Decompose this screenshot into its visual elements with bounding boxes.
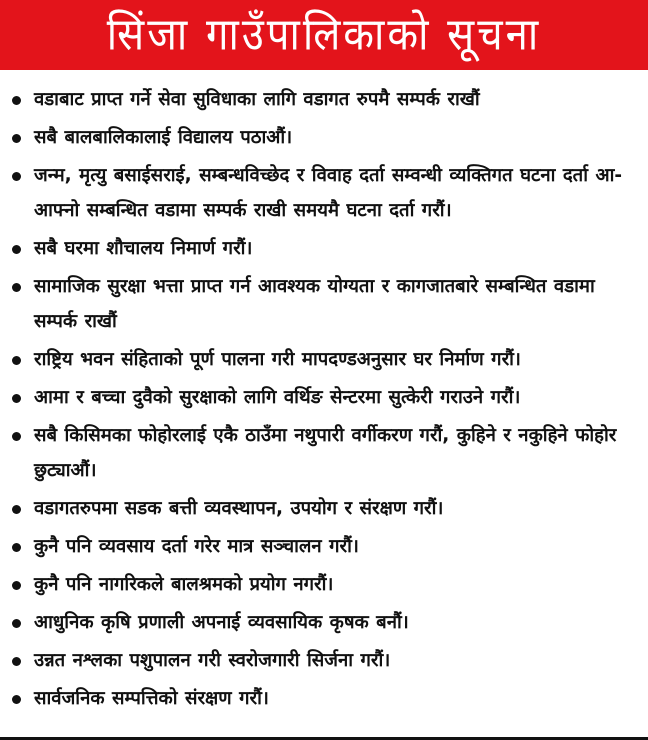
notice-item <box>6 643 642 678</box>
notice-item-text: सबै किसिमका फोहोरलाई एकै ठाउँमा नथुपारी वर्गीकरण गरौं, कुहिने र नकुहिने फोहोर छुट्याऔं। <box>34 425 617 481</box>
notice-item <box>6 567 642 602</box>
bullet-icon <box>12 657 21 666</box>
bullet-icon <box>12 283 21 292</box>
notice-item <box>6 418 642 488</box>
notice-item-text: राष्ट्रिय भवन संहिताको पूर्ण पालना गरी मापदण्डअनुसार घर निर्माण गरौं। <box>34 349 521 370</box>
bullet-icon <box>12 245 21 254</box>
notice-item <box>6 605 642 640</box>
notice-item-text: सबै बालबालिकालाई विद्यालय पठाऔं। <box>34 127 293 148</box>
notice-item <box>6 269 642 339</box>
notice-item <box>6 120 642 155</box>
bullet-icon <box>12 172 21 181</box>
bullet-icon <box>12 695 21 704</box>
notice-item-text: सबै घरमा शौचालय निमार्ण गरौं। <box>34 238 253 259</box>
notice-item-text: सामाजिक सुरक्षा भत्ता प्राप्त गर्न आवश्यक योग्यता र कागजातबारे सम्बन्धित वडामा सम्पर्क राखौं <box>34 276 595 332</box>
bullet-icon <box>12 581 21 590</box>
notice-item-text: आमा र बच्चा दुवैको सुरक्षाको लागि वर्थिङ सेन्टरमा सुत्केरी गराउने गरौं। <box>34 387 521 408</box>
notice-item <box>6 82 642 117</box>
bullet-icon <box>12 432 21 441</box>
notice-item-text: वडागतरुपमा सडक बत्ती व्यवस्थापन, उपयोग र संरक्षण गरौं। <box>34 498 444 519</box>
notice-item-text: कुनै पनि व्यवसाय दर्ता गरेर मात्र सञ्चालन गरौं। <box>34 536 359 557</box>
notice-item <box>6 231 642 266</box>
notice-item-text: कुनै पनि नागरिकले बालश्रमको प्रयोग नगरौं। <box>34 574 334 595</box>
notice-item <box>6 342 642 377</box>
notice-item <box>6 529 642 564</box>
notice-item-text: जन्म, मृत्यु बसाईसराई, सम्बन्धविच्छेद र विवाह दर्ता सम्वन्धी व्यक्तिगत घटना दर्ता आ-आफ्नो सम्बन्धित वडामा सम्पर्क राखी समयमै घटना दर्ता गरौं। <box>34 165 623 221</box>
bullet-icon <box>12 619 21 628</box>
bullet-icon <box>12 356 21 365</box>
notice-item <box>6 158 642 228</box>
bullet-icon <box>12 134 21 143</box>
bullet-icon <box>12 543 21 552</box>
bullet-icon <box>12 505 21 514</box>
bullet-icon <box>12 394 21 403</box>
notice-item <box>6 380 642 415</box>
notice-item-text: आधुनिक कृषि प्रणाली अपनाई व्यवसायिक कृषक बनौं। <box>34 612 409 633</box>
notice-item <box>6 491 642 526</box>
title-banner <box>0 0 648 70</box>
notice-title: सिंजा गाउँपालिकाको सूचना <box>106 9 542 61</box>
notice-item-text: सार्वजनिक सम्पत्तिको संरक्षण गरौं। <box>34 688 269 709</box>
notice-item-text: वडाबाट प्राप्त गर्ने सेवा सुविधाका लागि वडागत रुपमै सम्पर्क राखौं <box>34 89 480 110</box>
notice-list <box>6 82 642 719</box>
notice-item-text: उन्नत नश्लका पशुपालन गरी स्वरोजगारी सिर्जना गरौं। <box>34 650 391 671</box>
bullet-icon <box>12 96 21 105</box>
notice-item <box>6 681 642 716</box>
